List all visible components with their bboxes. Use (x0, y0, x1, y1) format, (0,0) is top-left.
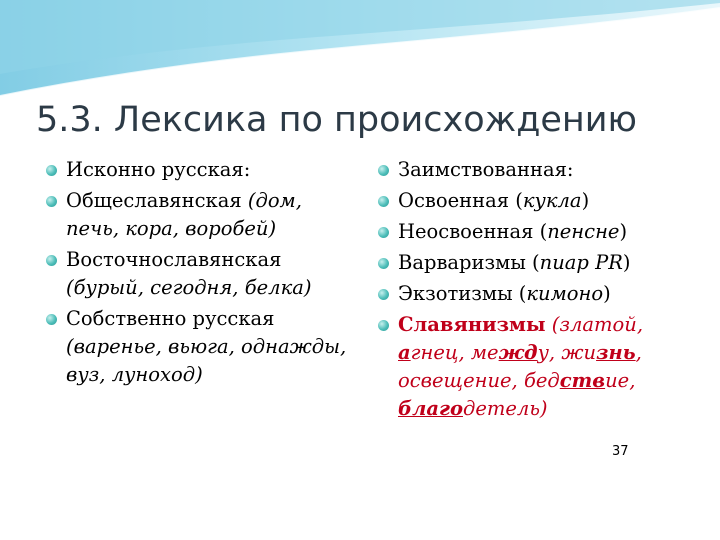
item-label: Экзотизмы ( (398, 282, 527, 305)
slavonic-text-segment: детель) (462, 397, 548, 420)
page-number: 37 (612, 444, 629, 459)
bullet-icon (46, 255, 57, 266)
bullet-icon (378, 227, 389, 238)
native-lexicon-list (46, 156, 356, 392)
slavonic-label: Славянизмы (398, 313, 546, 336)
slavonic-text-segment: ие, (605, 369, 636, 392)
item-label: Варваризмы ( (398, 251, 540, 274)
slavonic-text-segment: гнец, ме (410, 341, 499, 364)
bullet-icon (46, 196, 57, 207)
slavonic-text-segment: т (594, 313, 613, 336)
item-label: Заимствованная: (398, 158, 574, 181)
item-label: Исконно русская: (66, 158, 251, 181)
item-close: ) (581, 189, 590, 212)
item-label: Собственно русская (66, 307, 275, 330)
list-item (46, 187, 356, 243)
borrowed-lexicon-list (378, 156, 708, 426)
item-label: Общеславянская (66, 189, 242, 212)
item-close: ) (603, 282, 611, 305)
slavonic-text-segment: у, жи (537, 341, 597, 364)
list-item (378, 249, 708, 277)
slavonic-text-segment: (зла (545, 313, 595, 336)
bullet-icon (46, 314, 57, 325)
bullet-icon (378, 196, 389, 207)
item-example: (дом, печь, кора, воробей) (66, 189, 302, 240)
bullet-icon (378, 165, 389, 176)
list-item (46, 246, 356, 302)
slavonic-marker-segment: жд (498, 341, 538, 364)
item-label: Восточнославянская (66, 248, 282, 271)
item-close: ) (622, 251, 631, 274)
bullet-icon (378, 258, 389, 269)
slavonic-marker-segment: благо (398, 397, 463, 420)
slavonic-text-segment: , освещение, бед (398, 341, 642, 392)
item-example: пенсне (547, 220, 620, 243)
list-item (378, 156, 708, 184)
item-example: кукла (522, 189, 582, 212)
item-label: Неосвоенная ( (398, 220, 548, 243)
slavonic-text-segment: ой, (612, 313, 644, 336)
item-example: (бурый, сегодня, белка) (66, 276, 312, 299)
item-close: ) (619, 220, 628, 243)
item-example: кимоно (526, 282, 604, 305)
slavonic-marker-segment: ств (559, 369, 606, 392)
item-example: (варенье, вьюга, однажды, вуз, луноход) (66, 335, 347, 386)
slavonic-marker-segment: а (398, 341, 411, 364)
bullet-icon (378, 320, 389, 331)
slavonic-marker-segment: знь (596, 341, 636, 364)
list-item (378, 218, 708, 246)
slide-title: 5.3. Лексика по происхождению (36, 100, 638, 140)
item-label: Освоенная ( (398, 189, 523, 212)
bullet-icon (378, 289, 389, 300)
list-item (378, 280, 708, 308)
list-item (46, 305, 356, 389)
bullet-icon (46, 165, 57, 176)
list-item-slavonic (378, 311, 708, 423)
list-item (46, 156, 356, 184)
list-item (378, 187, 708, 215)
item-example: пиар PR (539, 251, 623, 274)
